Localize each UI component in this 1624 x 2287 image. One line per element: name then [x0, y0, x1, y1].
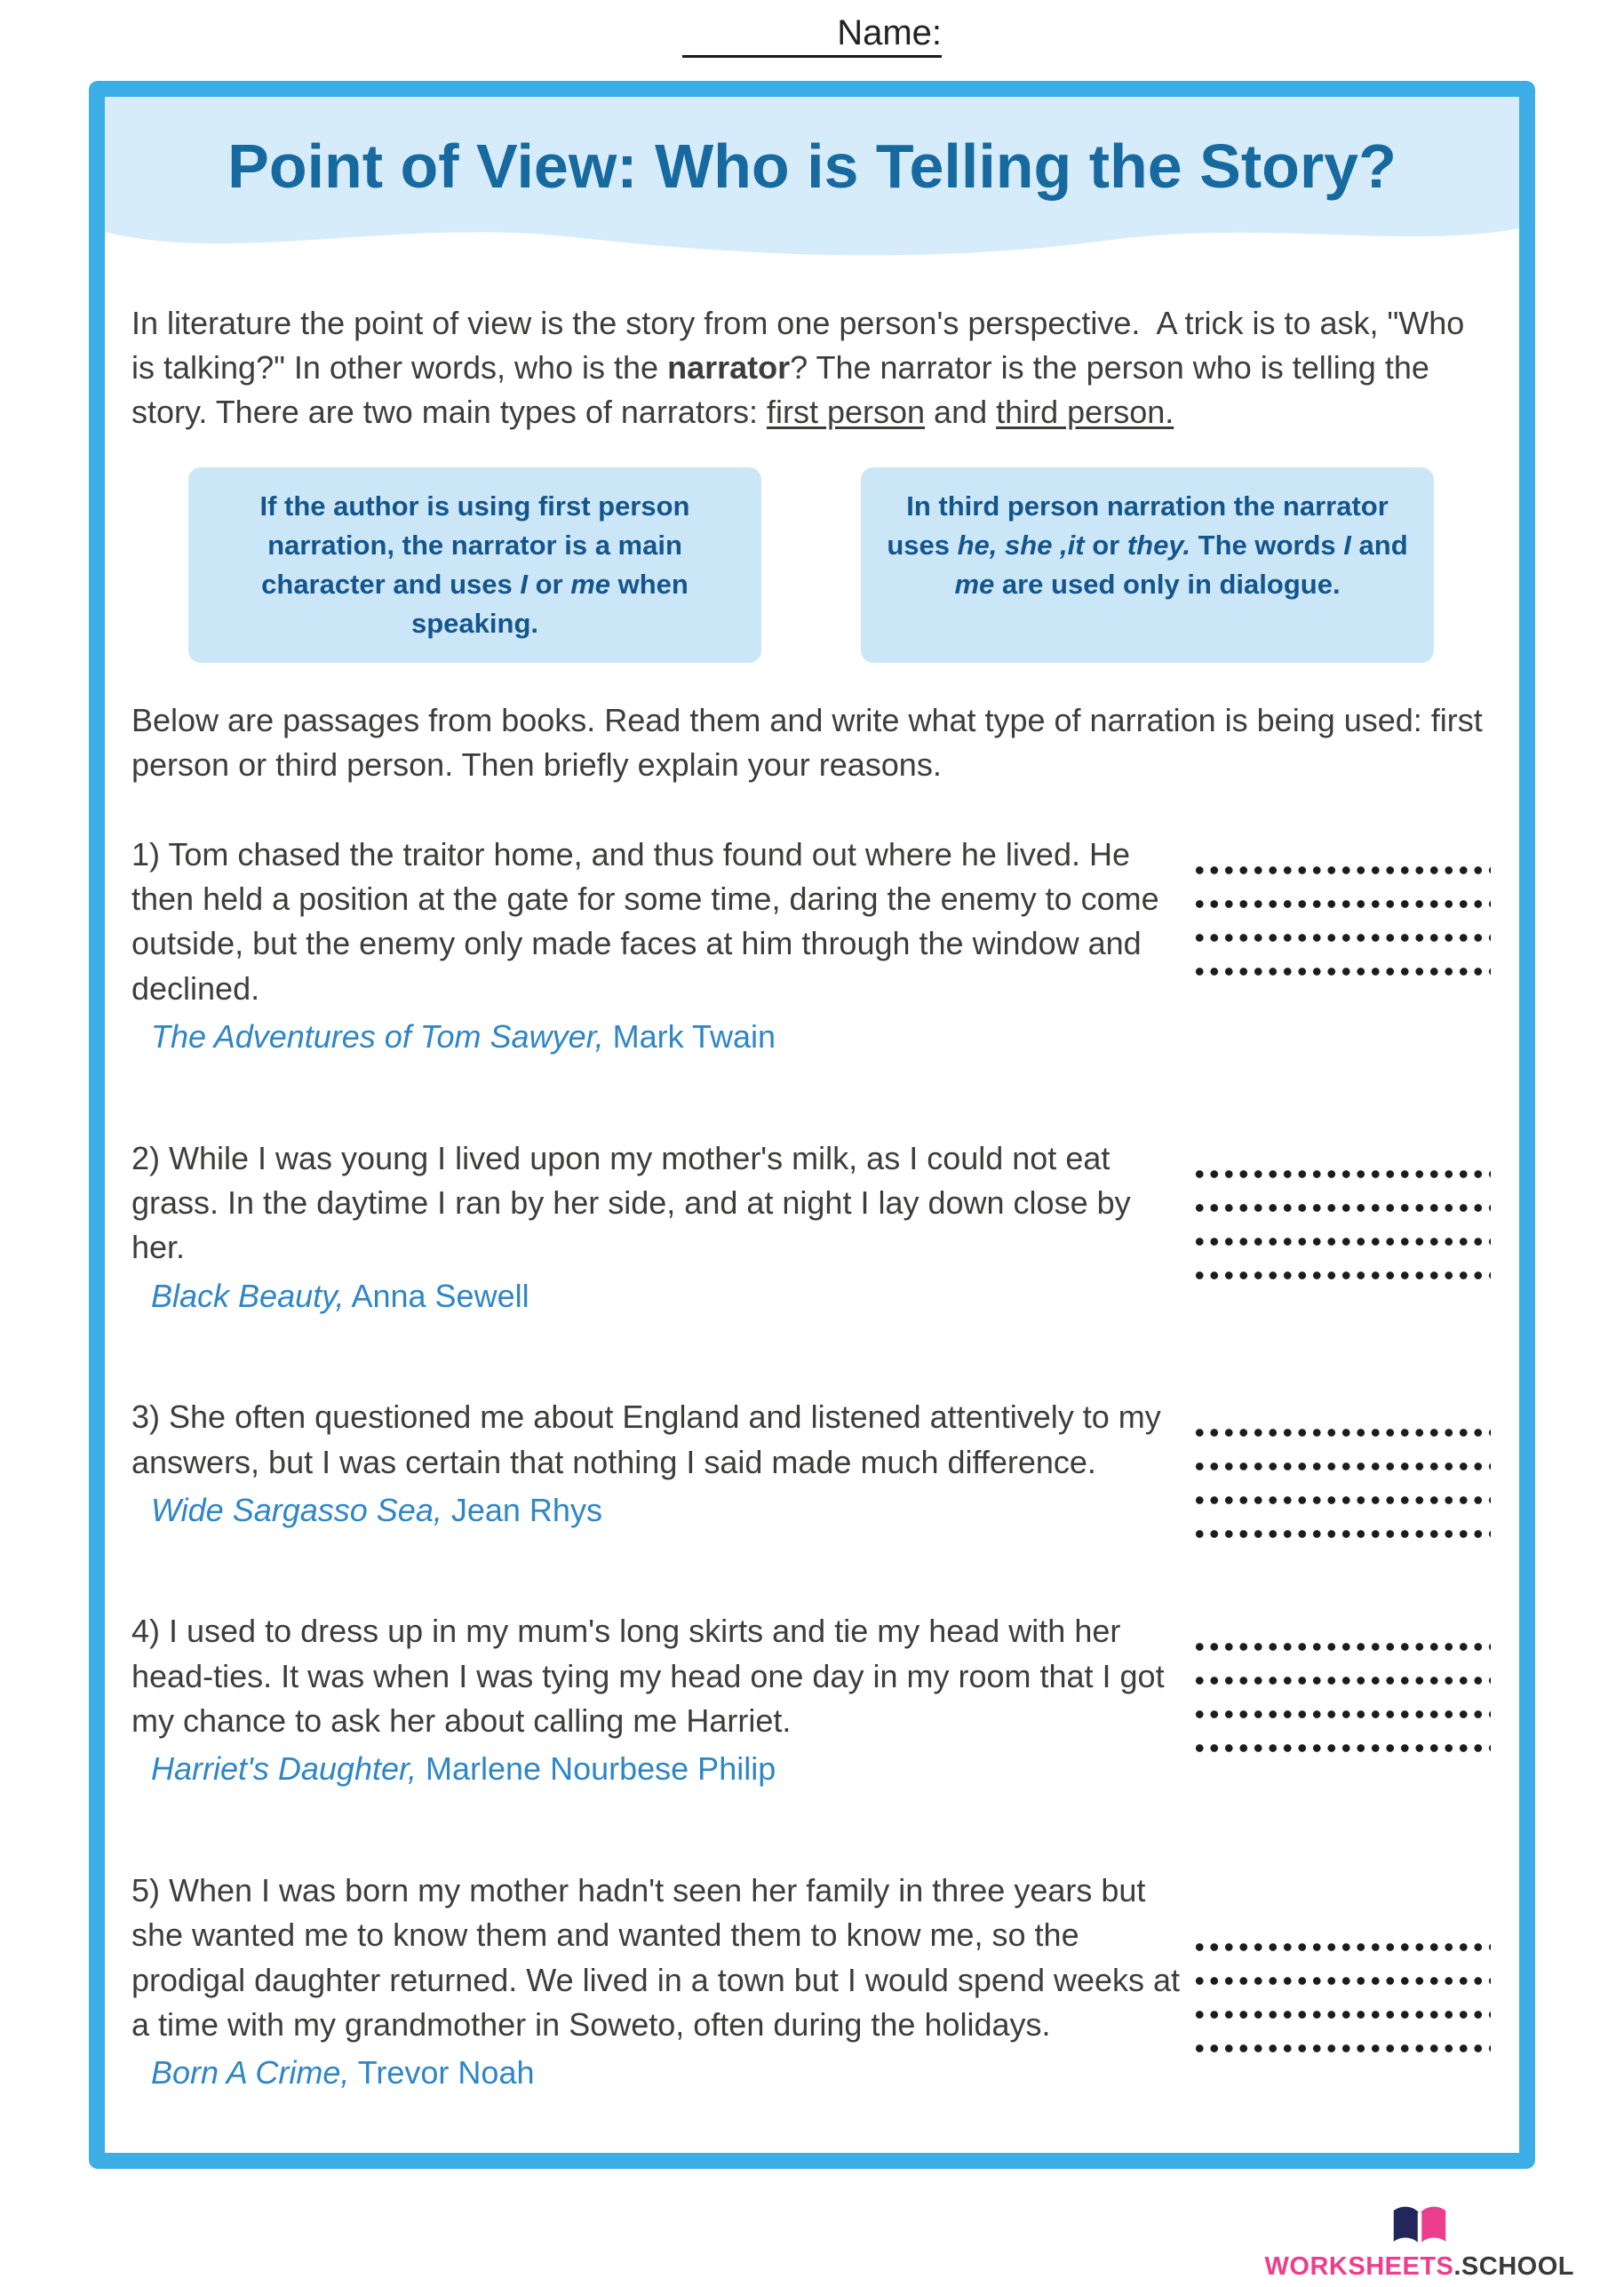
first-person-info-box — [188, 467, 761, 663]
answer-dotted-line — [1192, 1918, 1491, 1952]
passage-text: 2) While I was young I lived upon my mother's milk, as I could not eat grass. In the daytime I ran by her side, and at night I lay down close by her. — [131, 1139, 1131, 1266]
citation-book-title: Born A Crime, — [151, 2054, 350, 2092]
citation-author: Marlene Nourbese Philip — [417, 1750, 776, 1788]
passage-citation — [131, 2051, 1192, 2095]
answer-dotted-line — [1192, 1652, 1491, 1685]
answer-lines — [1192, 1869, 1491, 2053]
worksheet-frame — [89, 81, 1535, 2169]
book-logo-icon — [1388, 2203, 1452, 2251]
passage-text: 3) She often questioned me about England and listened attentively to my answers, but I was certain that nothing I said made much difference. — [131, 1398, 1161, 1480]
passage-text-block — [131, 1609, 1192, 1824]
passage-text-block — [131, 833, 1192, 1092]
brand-name: WORKSHEETS — [1264, 2252, 1454, 2281]
intro-underline-first-person: first person — [766, 394, 926, 431]
info-box-text: In third person narration the narrator uses — [887, 490, 1389, 561]
answer-dotted-line — [1192, 1179, 1491, 1213]
intro-text: In literature the point of view is the story from one person's perspective. A trick is to ask, "Who is talking?" In other words, who is the — [131, 304, 1465, 386]
citation-author: Mark Twain — [603, 1018, 776, 1056]
info-box-text: or — [1084, 529, 1127, 561]
third-person-info-box — [861, 467, 1434, 663]
passage-2 — [131, 1136, 1491, 1351]
brand-wordmark — [1265, 2252, 1574, 2282]
info-box-text: when speaking. — [411, 568, 689, 639]
intro-text: and — [925, 394, 997, 431]
answer-dotted-line — [1192, 1505, 1491, 1539]
passage-citation — [131, 1747, 1192, 1791]
answer-lines — [1192, 1395, 1491, 1539]
info-box-italic: me — [954, 568, 995, 600]
title-banner — [105, 97, 1519, 214]
name-label: Name: — [837, 13, 942, 52]
info-box-text: or — [527, 568, 571, 600]
passage-text-block — [131, 1395, 1192, 1565]
info-boxes-row — [188, 467, 1434, 663]
info-box-text: and — [1350, 529, 1408, 561]
answer-dotted-line — [1192, 943, 1491, 976]
citation-book-title: Wide Sargasso Sea, — [151, 1491, 442, 1528]
info-box-italic: I — [520, 568, 528, 600]
info-box-italic: they. — [1126, 529, 1191, 561]
citation-author: Anna Sewell — [344, 1277, 529, 1314]
passage-citation — [131, 1488, 1192, 1533]
intro-bold-narrator: narrator — [667, 348, 791, 386]
answer-dotted-line — [1192, 1719, 1491, 1753]
passage-citation — [131, 1274, 1192, 1319]
info-box-italic: I — [1343, 529, 1351, 561]
passage-text: 1) Tom chased the traitor home, and thus found out where he lived. He then held a position at the gate for some time, daring the enemy to come outside, but the enemy only made faces at him through the window and declined. — [131, 835, 1159, 1007]
info-box-text: are used only in dialogue. — [994, 568, 1341, 600]
answer-dotted-line — [1192, 1145, 1491, 1179]
passage-text-block — [131, 1136, 1192, 1351]
answer-dotted-line — [1192, 1213, 1491, 1247]
footer-brand — [1265, 2203, 1574, 2282]
answer-dotted-line — [1192, 1404, 1491, 1438]
passage-text-block — [131, 1869, 1192, 2128]
citation-author: Jean Rhys — [442, 1491, 602, 1528]
banner-wave — [105, 214, 1519, 269]
answer-dotted-line — [1192, 1471, 1491, 1505]
passage-text: 4) I used to dress up in my mum's long skirts and tie my head with her head-ties. It was when I was tying my head one day in my room that I got my chance to ask her about calling me Harriet. — [131, 1613, 1165, 1740]
passage-5 — [131, 1869, 1491, 2128]
instructions-paragraph: Below are passages from books. Read them and write what type of narration is being used: first person or third person. Then briefly explain your reasons. — [131, 701, 1483, 784]
info-box-italic: he, she ,it — [957, 529, 1085, 561]
info-box-text: If the author is using first person narration, the narrator is a main character and uses — [259, 490, 690, 600]
answer-dotted-line — [1192, 1438, 1491, 1471]
answer-dotted-line — [1192, 1247, 1491, 1280]
citation-book-title: Black Beauty, — [151, 1277, 345, 1314]
answer-dotted-line — [1192, 909, 1491, 943]
intro-paragraph — [131, 301, 1491, 435]
answer-dotted-line — [1192, 2020, 1491, 2053]
worksheet-page — [0, 12, 1624, 2287]
citation-book-title: The Adventures of Tom Sawyer, — [151, 1018, 604, 1056]
brand-tld: .SCHOOL — [1453, 2252, 1574, 2281]
intro-underline-third-person: third person. — [996, 394, 1174, 431]
answer-dotted-line — [1192, 1618, 1491, 1652]
passage-1 — [131, 833, 1491, 1092]
passage-text: 5) When I was born my mother hadn't seen her family in three years but she wanted me to know them and wanted them to know me, so the prodigal daughter returned. We lived in a town but I would spend weeks at a time with my grandmother in Soweto, often during the holidays. — [131, 1871, 1181, 2044]
info-box-italic: me — [570, 568, 611, 600]
answer-dotted-line — [1192, 1685, 1491, 1719]
passage-3 — [131, 1395, 1491, 1565]
answer-dotted-line — [1192, 1952, 1491, 1986]
name-field — [682, 12, 942, 58]
passage-citation — [131, 1015, 1192, 1059]
intro-text: ? The narrator is the person who is telling the story. There are two main types of narrators: — [131, 348, 1429, 431]
worksheet-content — [105, 269, 1519, 2153]
citation-book-title: Harriet's Daughter, — [151, 1750, 418, 1788]
worksheet-title: Point of View: Who is Telling the Story? — [227, 131, 1397, 201]
answer-dotted-line — [1192, 875, 1491, 909]
answer-lines — [1192, 1609, 1491, 1753]
answer-lines — [1192, 1136, 1491, 1280]
citation-author: Trevor Noah — [349, 2054, 535, 2092]
answer-dotted-line — [1192, 841, 1491, 875]
answer-dotted-line — [1192, 1986, 1491, 2020]
passage-4 — [131, 1609, 1491, 1824]
answer-lines — [1192, 833, 1491, 976]
info-box-text: The words — [1190, 529, 1344, 561]
